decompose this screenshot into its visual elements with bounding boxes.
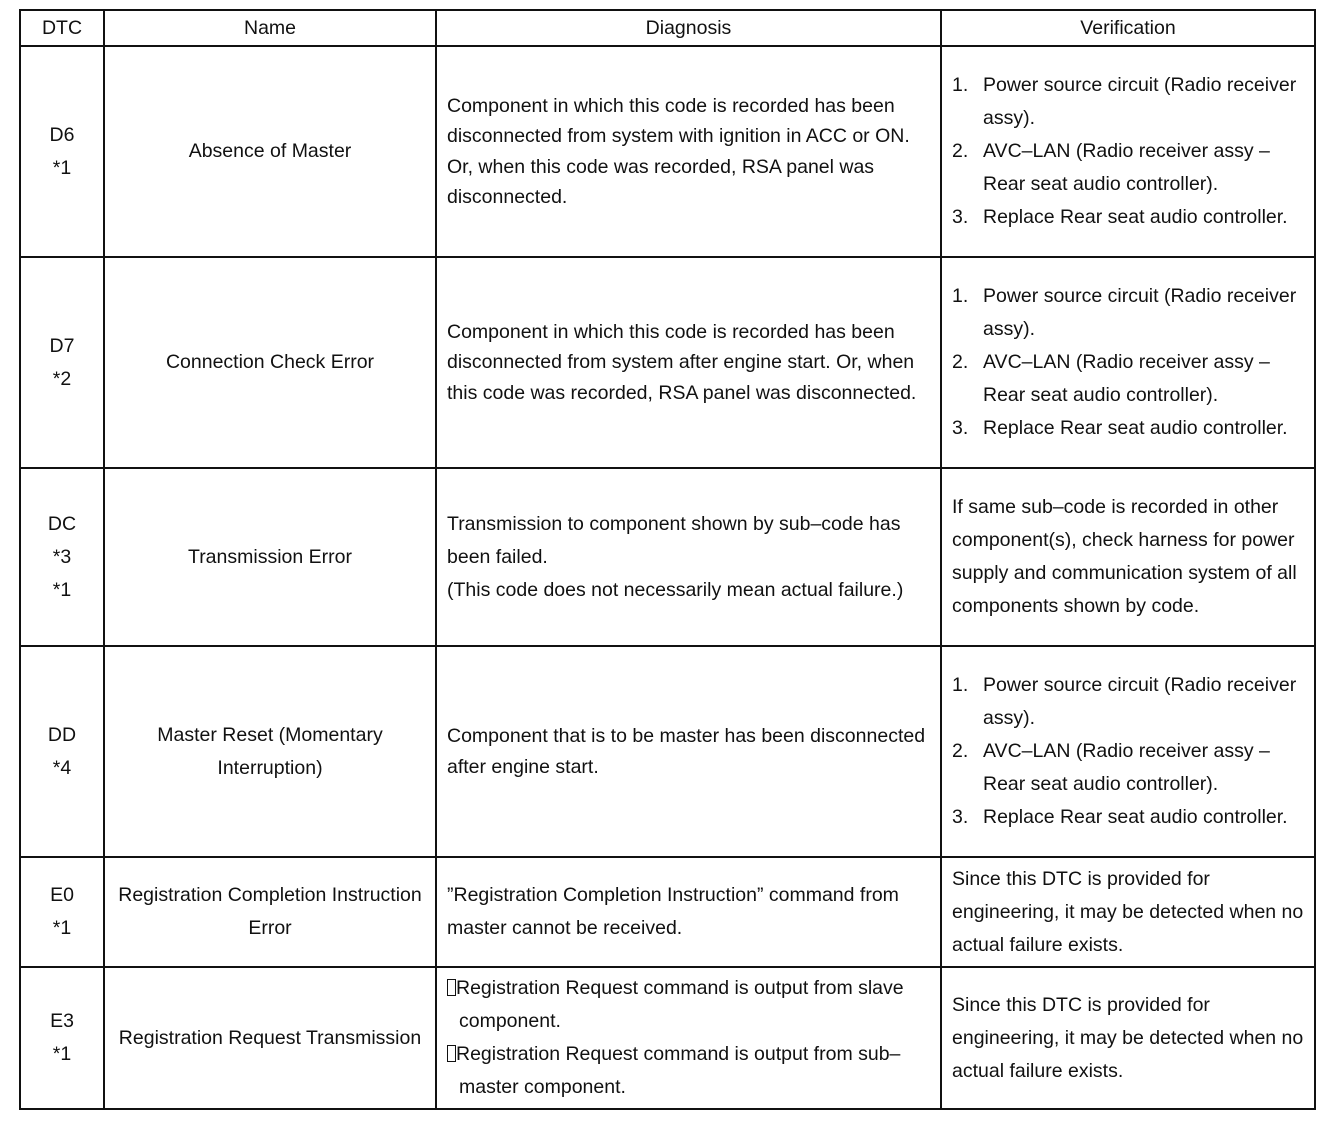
diagnosis-cell: Component that is to be master has been disconnected after engine start.: [436, 646, 941, 857]
dtc-code: E3: [50, 1010, 74, 1032]
list-item: 1. Power source circuit (Radio receiver assy).: [952, 74, 1297, 129]
diagnosis-bullet: Registration Request command is output from sub–master component.: [447, 1038, 930, 1104]
dtc-code: D6: [49, 123, 75, 146]
name-cell: Master Reset (Momentary Interruption): [104, 646, 436, 857]
list-item: 3. Replace Rear seat audio controller.: [952, 806, 1288, 828]
verification-list: [952, 280, 1306, 445]
header-diagnosis: Diagnosis: [436, 10, 941, 46]
dtc-code: E0: [50, 884, 74, 906]
diagnosis-cell: [436, 967, 941, 1109]
diagnosis-cell: ”Registration Completion Instruction” command from master cannot be received.: [436, 857, 941, 967]
bullet-box-icon: [447, 1045, 456, 1062]
table-row: [20, 857, 1315, 967]
bullet-box-icon: [447, 979, 456, 996]
dtc-code: D7: [49, 334, 75, 357]
diagnosis-cell: Component in which this code is recorded has been disconnected from system with ignition in ACC or ON. Or, when this code was recorded, RSA panel was disconnected.: [436, 46, 941, 257]
list-item: 1. Power source circuit (Radio receiver assy).: [952, 674, 1297, 729]
header-row: [20, 10, 1315, 46]
dtc-table: [19, 9, 1316, 1110]
name-cell: Transmission Error: [104, 468, 436, 646]
verification-cell: [941, 646, 1315, 857]
verification-cell: Since this DTC is provided for engineering, it may be detected when no actual failure exists.: [941, 967, 1315, 1109]
diagnosis-cell: [436, 468, 941, 646]
verification-cell: Since this DTC is provided for engineering, it may be detected when no actual failure exists.: [941, 857, 1315, 967]
list-item: 3. Replace Rear seat audio controller.: [952, 417, 1288, 439]
verification-cell: If same sub–code is recorded in other component(s), check harness for power supply and communication system of all components shown by code.: [941, 468, 1315, 646]
diagnosis-line: (This code does not necessarily mean actual failure.): [447, 578, 904, 601]
verification-list: [952, 669, 1306, 834]
dtc-cell: [20, 857, 104, 967]
list-item: 2. AVC–LAN (Radio receiver assy – Rear seat audio controller).: [952, 740, 1270, 795]
dtc-note: *1: [52, 156, 72, 179]
list-item: 2. AVC–LAN (Radio receiver assy – Rear seat audio controller).: [952, 351, 1270, 406]
verification-list: [952, 69, 1306, 234]
diagnosis-cell: Component in which this code is recorded has been disconnected from system after engine start. Or, when this code was recorded, RSA panel was disconnected.: [436, 257, 941, 468]
name-cell: Registration Completion Instruction Error: [104, 857, 436, 967]
list-item: 3. Replace Rear seat audio controller.: [952, 206, 1288, 228]
dtc-note: *1: [52, 1043, 72, 1065]
dtc-note: *2: [52, 367, 72, 390]
table-row: [20, 646, 1315, 857]
table-row: [20, 967, 1315, 1109]
dtc-cell: [20, 46, 104, 257]
verification-cell: [941, 257, 1315, 468]
diagnosis-bullet: Registration Request command is output from slave component.: [447, 972, 930, 1038]
header-verification: Verification: [941, 10, 1315, 46]
dtc-note: *1: [52, 917, 72, 939]
dtc-note: *4: [52, 756, 72, 779]
dtc-cell: [20, 967, 104, 1109]
dtc-cell: [20, 646, 104, 857]
name-cell: Absence of Master: [104, 46, 436, 257]
dtc-code: DC: [47, 512, 77, 535]
dtc-note: *3: [52, 545, 72, 568]
table-row: [20, 257, 1315, 468]
list-item: 2. AVC–LAN (Radio receiver assy – Rear seat audio controller).: [952, 140, 1270, 195]
table-row: [20, 468, 1315, 646]
diagnosis-line: Transmission to component shown by sub–code has been failed.: [447, 512, 901, 568]
table-row: [20, 46, 1315, 257]
name-cell: Connection Check Error: [104, 257, 436, 468]
dtc-code: DD: [47, 723, 77, 746]
list-item: 1. Power source circuit (Radio receiver assy).: [952, 285, 1297, 340]
verification-cell: [941, 46, 1315, 257]
dtc-note: *1: [52, 578, 72, 601]
header-name: Name: [104, 10, 436, 46]
name-cell: Registration Request Transmission: [104, 967, 436, 1109]
header-dtc: DTC: [20, 10, 104, 46]
dtc-cell: [20, 257, 104, 468]
dtc-cell: [20, 468, 104, 646]
